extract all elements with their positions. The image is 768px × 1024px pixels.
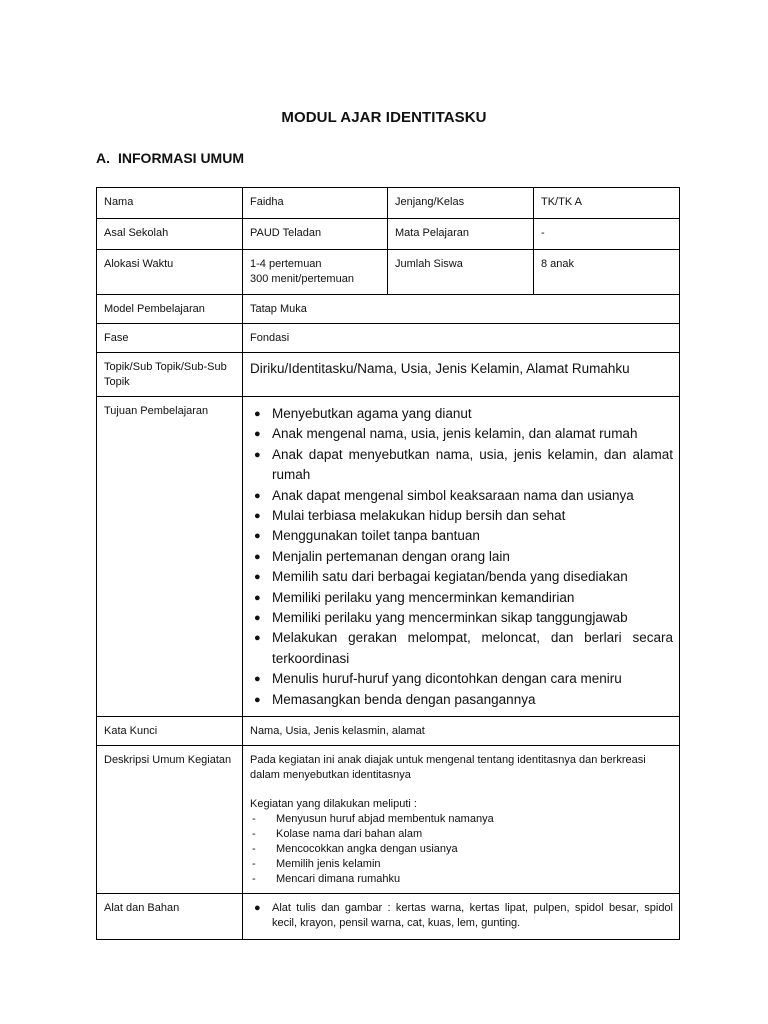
bullet-icon: ●	[254, 530, 261, 543]
dash-marker: -	[252, 828, 256, 841]
bullet-icon: ●	[254, 612, 261, 625]
table-row	[97, 746, 680, 894]
bullet-icon: ●	[254, 550, 261, 563]
goal-item	[250, 506, 673, 526]
activity-item	[250, 872, 673, 887]
cell-label-model: Model Pembelajaran	[97, 295, 243, 324]
cell-label-deskripsi: Deskripsi Umum Kegiatan	[97, 746, 243, 894]
cell-value-alokasi-waktu	[243, 250, 388, 295]
table-row	[97, 188, 680, 219]
activity-text: Mencari dimana rumahku	[276, 873, 401, 886]
cell-value-nama: Faidha	[243, 188, 388, 219]
section-label: INFORMASI UMUM	[118, 150, 244, 166]
cell-value-jenjang: TK/TK A	[534, 188, 680, 219]
cell-value-asal-sekolah: PAUD Teladan	[243, 219, 388, 250]
bullet-icon: ●	[254, 428, 261, 441]
cell-value-jumlah-siswa: 8 anak	[534, 250, 680, 295]
goal-item	[250, 567, 673, 587]
alokasi-line-2: 300 menit/pertemuan	[250, 273, 354, 285]
goal-item	[250, 628, 673, 669]
goal-item	[250, 608, 673, 628]
cell-label-tujuan: Tujuan Pembelajaran	[97, 397, 243, 717]
cell-label-kata-kunci: Kata Kunci	[97, 717, 243, 746]
deskripsi-paragraph: Pada kegiatan ini anak diajak untuk mengenal tentang identitasnya dan berkreasi dalam menyebutkan identitasnya	[250, 754, 646, 782]
goal-text: Melakukan gerakan melompat, meloncat, dan berlari secara terkoordinasi	[272, 630, 673, 666]
cell-value-tujuan	[243, 397, 680, 717]
goal-text: Menulis huruf-huruf yang dicontohkan dengan cara meniru	[272, 671, 622, 687]
cell-label-jenjang: Jenjang/Kelas	[388, 188, 534, 219]
general-info-table	[96, 187, 680, 940]
cell-label-jumlah-siswa: Jumlah Siswa	[388, 250, 534, 295]
cell-value-deskripsi	[243, 746, 680, 894]
activity-text: Memilih jenis kelamin	[276, 858, 381, 871]
cell-label-alokasi-waktu: Alokasi Waktu	[97, 250, 243, 295]
activity-text: Mencocokkan angka dengan usianya	[276, 843, 458, 856]
cell-value-fase: Fondasi	[243, 324, 680, 353]
goal-item	[250, 445, 673, 486]
bullet-icon: ●	[254, 591, 261, 604]
table-row	[97, 250, 680, 295]
cell-value-topik: Diriku/Identitasku/Nama, Usia, Jenis Kelamin, Alamat Rumahku	[243, 353, 680, 397]
bullet-icon: ●	[254, 408, 261, 420]
goal-text: Memiliki perilaku yang mencerminkan sikap tanggungjawab	[272, 610, 628, 626]
goal-text: Memilih satu dari berbagai kegiatan/benda yang disediakan	[272, 569, 628, 585]
dash-marker: -	[252, 873, 256, 886]
table-row	[97, 397, 680, 717]
activity-item	[250, 857, 673, 872]
goal-text: Memasangkan benda dengan pasangannya	[272, 691, 536, 707]
dash-marker: -	[252, 858, 256, 871]
activity-text: Menyusun huruf abjad membentuk namanya	[276, 813, 494, 826]
table-row	[97, 324, 680, 353]
activity-text: Kolase nama dari bahan alam	[276, 828, 423, 841]
goal-item	[250, 690, 673, 710]
goal-item	[250, 547, 673, 567]
cell-label-alat: Alat dan Bahan	[97, 894, 243, 940]
section-heading	[96, 150, 244, 166]
cell-value-kata-kunci: Nama, Usia, Jenis kelasmin, alamat	[243, 717, 680, 746]
dash-marker: -	[252, 843, 256, 856]
bullet-icon: ●	[254, 571, 261, 584]
tools-text: Alat tulis dan gambar : kertas warna, kertas lipat, pulpen, spidol besar, spidol kecil, krayon, pensil warna, cat, kuas, lem, gunting.	[272, 902, 673, 930]
cell-value-model: Tatap Muka	[243, 295, 680, 324]
goal-item	[250, 424, 673, 444]
goal-text: Memiliki perilaku yang mencerminkan kemandirian	[272, 589, 575, 605]
cell-value-alat	[243, 894, 680, 940]
table-row	[97, 353, 680, 397]
table-row	[97, 894, 680, 940]
bullet-icon: ●	[254, 510, 261, 523]
bullet-icon: ●	[254, 673, 261, 686]
cell-label-mata-pelajaran: Mata Pelajaran	[388, 219, 534, 250]
activity-item	[250, 827, 673, 842]
goal-text: Menggunakan toilet tanpa bantuan	[272, 528, 480, 544]
goal-item	[250, 669, 673, 689]
goal-text: Mulai terbiasa melakukan hidup bersih dan sehat	[272, 508, 566, 524]
bullet-icon: ●	[254, 902, 261, 915]
dash-marker: -	[252, 813, 256, 826]
alokasi-line-1: 1-4 pertemuan	[250, 258, 322, 270]
goal-text: Menyebutkan agama yang dianut	[272, 406, 472, 421]
cell-label-nama: Nama	[97, 188, 243, 219]
cell-label-fase: Fase	[97, 324, 243, 353]
activity-item	[250, 842, 673, 857]
tools-item	[250, 901, 673, 931]
goal-text: Anak dapat menyebutkan nama, usia, jenis kelamin, dan alamat rumah	[272, 446, 673, 483]
bullet-icon: ●	[254, 489, 261, 502]
learning-goals-list	[250, 404, 673, 710]
deskripsi-intro: Kegiatan yang dilakukan meliputi :	[250, 798, 417, 811]
goal-text: Menjalin pertemanan dengan orang lain	[272, 548, 510, 564]
goal-item	[250, 486, 673, 506]
cell-label-topik: Topik/Sub Topik/Sub-Sub Topik	[97, 353, 243, 397]
bullet-icon: ●	[254, 448, 261, 461]
goal-item	[250, 588, 673, 608]
table-row	[97, 717, 680, 746]
bullet-icon: ●	[254, 632, 261, 645]
bullet-icon: ●	[254, 693, 261, 706]
goal-item	[250, 526, 673, 546]
cell-value-mata-pelajaran: -	[534, 219, 680, 250]
activity-item	[250, 812, 673, 827]
goal-text: Anak mengenal nama, usia, jenis kelamin, dan alamat rumah	[272, 426, 638, 442]
goal-item	[250, 404, 673, 424]
goal-text: Anak dapat mengenal simbol keaksaraan nama dan usianya	[272, 487, 634, 503]
activity-list	[250, 812, 673, 887]
table-row	[97, 295, 680, 324]
cell-label-asal-sekolah: Asal Sekolah	[97, 219, 243, 250]
section-number: A.	[96, 150, 110, 166]
table-row	[97, 219, 680, 250]
document-title: MODUL AJAR IDENTITASKU	[281, 109, 487, 126]
